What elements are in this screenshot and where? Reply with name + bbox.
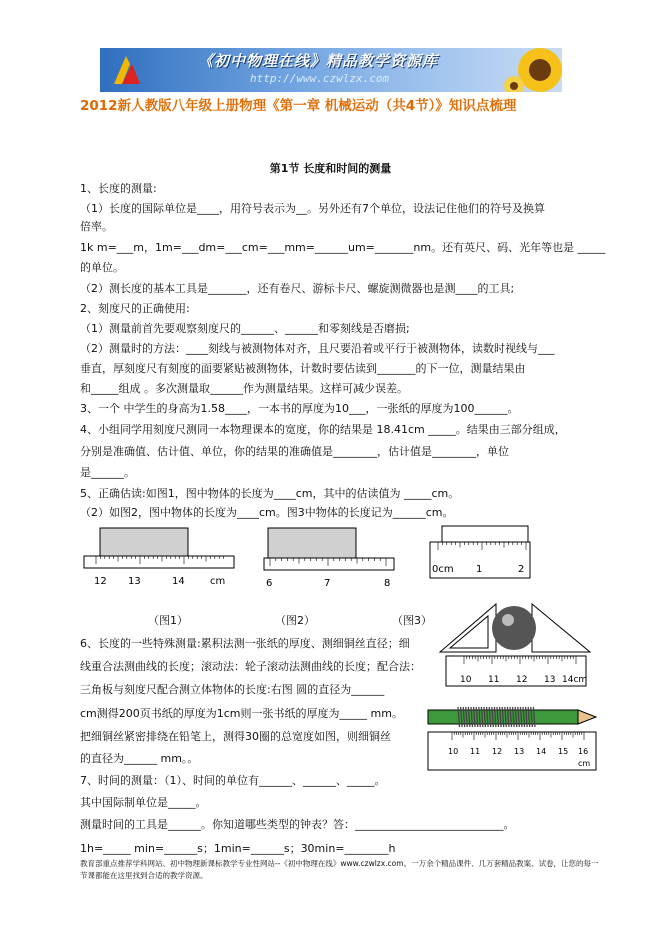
text-line: 1h=_____ min=______s；1min=______s；30min=________h [80,842,396,855]
text-line: 三角板与刻度尺配合测立体物体的长度:右图 圆的直径为______ [80,683,385,696]
tick-label: 8 [384,578,391,588]
tick-label: 1 [476,564,483,575]
unit-label: cm [578,759,591,768]
tick-label: 0cm [432,564,454,575]
figure-2-ruler [262,526,412,588]
banner-url[interactable]: http://www.czwlzx.com [250,72,390,85]
header-banner [100,48,562,92]
text-line: 2、刻度尺的正确使用: [80,302,190,315]
text-line: 垂直，厚刻度尺有刻度的面要紧贴被测物体，计数时要估读到_______的下一位，测量结果由 [80,362,526,375]
text-line: 测量时间的工具是______。你知道哪些类型的钟表？答：___________________________。 [80,818,515,831]
text-line: 其中国际制单位是_____。 [80,796,207,809]
site-logo [106,50,146,90]
text-line: 的直径为______ mm。。 [80,752,199,765]
text-line: 4、小组同学用刻度尺测同一本物理课本的宽度，你的结果是 18.41cm _____。结果由三部分组成， [80,423,566,436]
figure-caption: （图2） [275,614,315,627]
tick-label: 15 [558,747,569,756]
banner-title: 《初中物理在线》精品教学资源库 [198,52,439,70]
tick-label: 12 [492,747,503,756]
page-footer: 教育部重点推荐学科网站、初中物理新课标教学专业性网站--《初中物理在线》www.czwlzx.com。一万余个精品课件、几万套精品教案、试卷，让您的每一节课都能在这里找到合适的教学资源。 [80,859,599,880]
tick-label: 12 [94,576,107,587]
text-line: （2）测长度的基本工具是_______，还有卷尺、游标卡尺、螺旋测微器也是测____的工具; [80,282,515,295]
tick-label: 14 [172,576,185,587]
text-line: 线重合法测曲线的长度；滚动法：轮子滚动法测曲线的长度；配合法： [80,660,421,673]
figure-caption: （图1） [148,614,188,627]
sunflower-image [500,48,562,92]
tick-label: cm [210,576,226,587]
text-line: 和_____组成 。多次测量取______作为测量结果。这样可减少误差。 [80,382,408,395]
tick-label: 14 [536,747,547,756]
tick-label: 12 [516,675,528,685]
text-line: 7、时间的测量：（1）、时间的单位有______、______、_____。 [80,774,386,787]
text-line: 3、一个 中学生的身高为1.58____，一本书的厚度为10___，一张纸的厚度为100______。 [80,402,519,415]
text-line: 分别是准确值、估计值、单位，你的结果的准确值是________，估计值是________，单位 [80,445,509,458]
tick-label: 13 [128,576,141,587]
text-line: （1）长度的国际单位是____，用符号表示为__。另外还有7个单位，设法记住他们的符号及换算 [80,202,545,215]
text-line: 5、正确估读:如图1，图中物体的长度为____cm，其中的估读值为 _____cm。 [80,487,460,500]
text-line: 6、长度的一些特殊测量:累积法测一张纸的厚度、测细铜丝直径；细 [80,637,410,650]
text-line: 1、长度的测量: [80,182,157,195]
tick-label: 11 [488,675,500,685]
document-title: 2012新人教版八年级上册物理《第一章 机械运动（共4节）》知识点梳理 [80,98,517,114]
text-line: （2）测量时的方法：____刻线与被测物体对齐，且尺要沿着或平行于被测物体，读数时视线与___ [80,342,555,355]
tick-label: 11 [470,747,481,756]
text-line: 1k m=___m，1m=___dm=___cm=___mm=______um=_______nm。还有英尺、码、光年等也是 _____ [80,241,606,254]
figure-caption: （图3） [392,614,432,627]
tick-label: 16 [578,747,589,756]
text-line: 是______。 [80,466,135,479]
text-line: 倍率。 [80,220,113,233]
figure-pencil-coil [424,700,600,772]
tick-label: 14cm [562,675,588,685]
text-line: （1）测量前首先要观察刻度尺的______、______和零刻线是否磨损; [80,322,410,335]
text-line: （2）如图2，图中物体的长度为____cm。图3中物体的长度记为______cm。 [80,506,454,519]
text-line: 把细铜丝紧密排绕在铅笔上，测得30圈的总宽度如图，则细铜丝 [80,730,391,743]
text-line: 的单位。 [80,261,124,274]
figure-3-ruler [428,522,538,588]
tick-label: 13 [544,675,556,685]
tick-label: 7 [324,578,331,588]
tick-label: 6 [266,578,273,588]
tick-label: 2 [518,564,525,575]
text-line: cm测得200页书纸的厚度为1cm则一张书纸的厚度为_____ mm。 [80,707,403,720]
figure-ball-triangles [436,600,596,688]
section-title: 第1节 长度和时间的测量 [269,162,392,175]
tick-label: 13 [514,747,525,756]
figure-1-ruler [82,526,242,588]
tick-label: 10 [448,747,459,756]
tick-label: 10 [460,675,472,685]
